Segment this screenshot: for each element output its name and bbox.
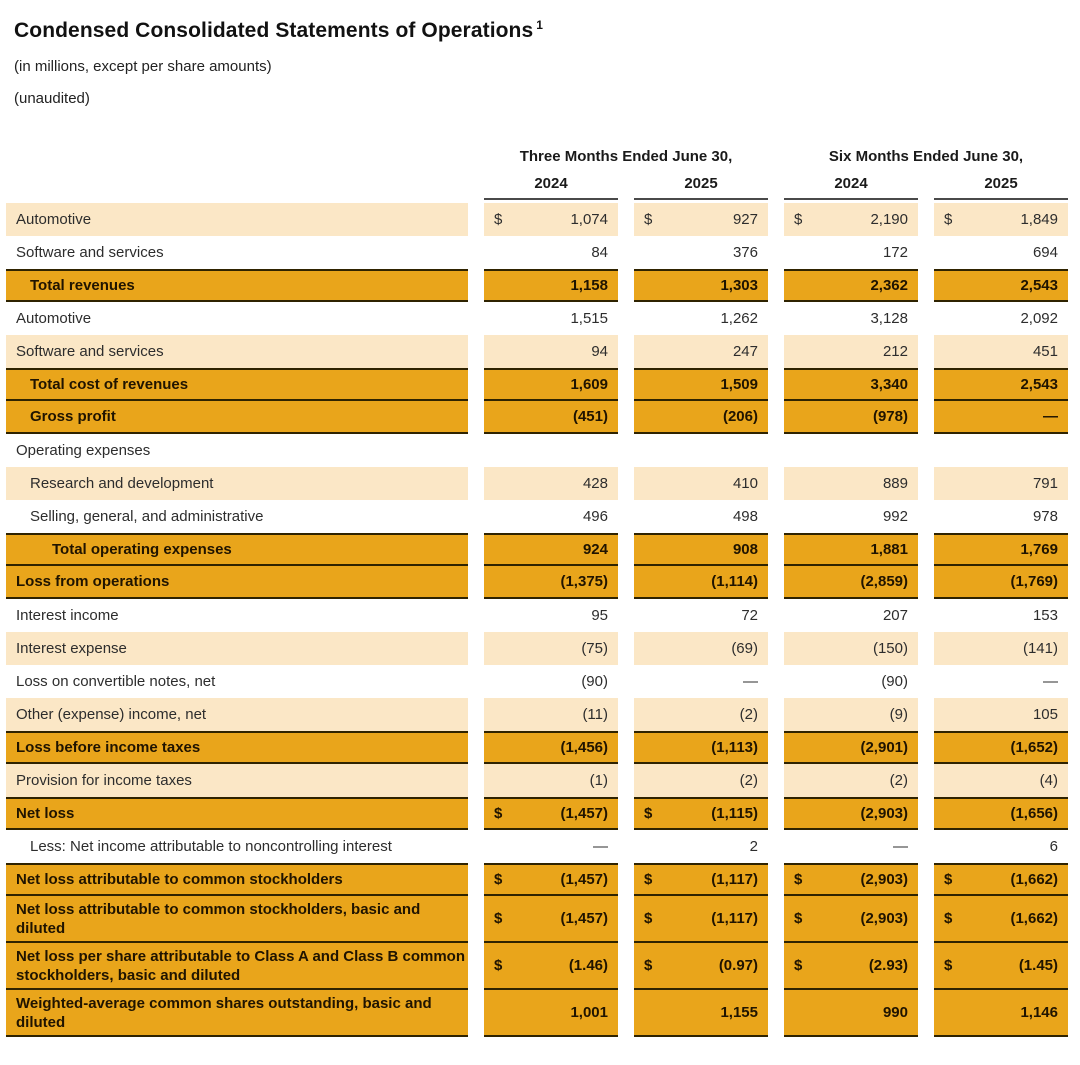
value-cell: [634, 632, 768, 665]
table-row: [0, 632, 1080, 665]
value-text: 1,155: [720, 1004, 758, 1021]
row-label: Total cost of revenues: [6, 368, 468, 401]
value-cell: [634, 990, 768, 1037]
value-text: (451): [572, 408, 608, 425]
value-cell: [484, 731, 618, 764]
value-text: (1,662): [1010, 910, 1058, 927]
dollar-sign: $: [494, 805, 503, 822]
value-cell: [484, 236, 618, 269]
table-row: [0, 896, 1080, 943]
dollar-sign: $: [644, 957, 653, 974]
value-cell: [634, 335, 768, 368]
value-text: (1,115): [711, 805, 758, 822]
period-group-three-months: Three Months Ended June 30,: [519, 147, 733, 165]
value-cell: [934, 500, 1068, 533]
value-cell: [934, 863, 1068, 896]
value-cell: [634, 863, 768, 896]
value-text: (206): [722, 408, 758, 425]
value-cell: [934, 269, 1068, 302]
value-cell: [484, 533, 618, 566]
value-text: 212: [882, 343, 908, 360]
value-cell: [634, 467, 768, 500]
value-text: 451: [1032, 343, 1058, 360]
year-column-header: 2025: [634, 175, 768, 200]
value-text: 3,128: [870, 310, 908, 327]
table-row: [0, 467, 1080, 500]
value-text: 247: [732, 343, 758, 360]
value-cell: [934, 599, 1068, 632]
value-cell: [634, 203, 768, 236]
value-cell: [634, 665, 768, 698]
table-row: [0, 533, 1080, 566]
value-cell: [484, 269, 618, 302]
header-spacer: [0, 145, 468, 167]
value-cell: [634, 830, 768, 863]
value-cell: [784, 665, 918, 698]
period-group-six-months: Six Months Ended June 30,: [828, 147, 1024, 165]
value-text: 2,190: [870, 211, 908, 228]
value-text: 1,769: [1020, 541, 1058, 558]
value-text: 924: [582, 541, 608, 558]
value-text: (1,457): [560, 871, 608, 888]
value-text: (1): [589, 772, 608, 789]
value-text: 992: [882, 508, 908, 525]
value-text: 105: [1032, 706, 1058, 723]
row-label: Net loss: [6, 797, 468, 830]
value-cell: [484, 368, 618, 401]
value-cell: [484, 830, 618, 863]
row-label: Interest income: [16, 607, 119, 624]
dollar-sign: $: [944, 871, 953, 888]
value-cell: [784, 533, 918, 566]
dollar-sign: $: [494, 211, 503, 228]
page-title-text: Condensed Consolidated Statements of Operations: [14, 19, 534, 42]
dollar-sign: $: [494, 957, 503, 974]
value-cell: [934, 236, 1068, 269]
value-text: (2,901): [860, 739, 908, 756]
dollar-sign: $: [494, 871, 503, 888]
value-cell: [934, 368, 1068, 401]
value-text: (1,662): [1010, 871, 1058, 888]
value-cell: [784, 797, 918, 830]
value-cell: [784, 401, 918, 434]
dollar-sign: $: [794, 957, 803, 974]
value-text: (1.45): [1018, 957, 1058, 974]
value-cell: [784, 269, 918, 302]
table-row: [0, 335, 1080, 368]
value-cell: [784, 731, 918, 764]
dollar-sign: $: [794, 211, 803, 228]
value-text: 791: [1032, 475, 1058, 492]
value-cell: [784, 236, 918, 269]
dollar-sign: $: [494, 910, 503, 927]
table-row: [0, 434, 1080, 467]
table-row: [0, 269, 1080, 302]
table-row: [0, 236, 1080, 269]
dollar-sign: $: [794, 910, 803, 927]
value-cell: [634, 434, 768, 467]
value-text: (1,457): [560, 910, 608, 927]
row-label: Software and services: [16, 244, 164, 261]
row-label: Provision for income taxes: [6, 764, 468, 797]
value-text: 172: [882, 244, 908, 261]
table-row: [0, 863, 1080, 896]
value-cell: [784, 500, 918, 533]
value-cell: [784, 896, 918, 943]
value-text: 889: [882, 475, 908, 492]
value-text: (1,456): [560, 739, 608, 756]
value-text: (1,117): [711, 871, 758, 888]
table-row: [0, 797, 1080, 830]
dollar-sign: $: [944, 211, 953, 228]
value-text: (1,113): [711, 739, 758, 756]
dollar-sign: $: [944, 910, 953, 927]
table-row: [0, 990, 1080, 1037]
value-text: 498: [732, 508, 758, 525]
value-cell: [484, 335, 618, 368]
value-cell: [934, 533, 1068, 566]
period-group-row: [0, 145, 1080, 167]
value-text: —: [593, 838, 608, 855]
value-cell: [484, 599, 618, 632]
dollar-sign: $: [944, 957, 953, 974]
row-label: Interest expense: [6, 632, 468, 665]
value-text: (69): [731, 640, 758, 657]
value-text: (2,859): [860, 573, 908, 590]
value-cell: [484, 665, 618, 698]
value-cell: [634, 698, 768, 731]
value-cell: [484, 698, 618, 731]
value-text: 1,146: [1020, 1004, 1058, 1021]
table-row: [0, 368, 1080, 401]
value-text: —: [1043, 408, 1058, 425]
table-row: [0, 764, 1080, 797]
value-cell: [484, 500, 618, 533]
value-text: 1,849: [1020, 211, 1058, 228]
value-text: 2,543: [1020, 376, 1058, 393]
value-text: 2: [749, 838, 758, 855]
value-cell: [934, 990, 1068, 1037]
value-cell: [484, 797, 618, 830]
value-text: 1,515: [570, 310, 608, 327]
row-label: Weighted-average common shares outstanding, basic and diluted: [6, 990, 468, 1037]
value-text: 1,158: [570, 277, 608, 294]
value-cell: [484, 302, 618, 335]
value-text: (2,903): [860, 805, 908, 822]
value-cell: [634, 500, 768, 533]
value-cell: [784, 302, 918, 335]
value-text: 2,543: [1020, 277, 1058, 294]
value-text: (75): [581, 640, 608, 657]
value-cell: [784, 203, 918, 236]
value-cell: [484, 990, 618, 1037]
value-text: (90): [881, 673, 908, 690]
value-text: (2.93): [868, 957, 908, 974]
value-text: (1,652): [1010, 739, 1058, 756]
value-text: 978: [1032, 508, 1058, 525]
value-text: (0.97): [718, 957, 758, 974]
dollar-sign: $: [644, 211, 653, 228]
value-text: (141): [1022, 640, 1058, 657]
table-row: [0, 943, 1080, 990]
value-text: 84: [591, 244, 608, 261]
value-text: (1,457): [560, 805, 608, 822]
value-cell: [784, 434, 918, 467]
value-cell: [784, 335, 918, 368]
value-cell: [784, 943, 918, 990]
value-cell: [934, 764, 1068, 797]
value-cell: [484, 943, 618, 990]
units-note: (in millions, except per share amounts): [14, 58, 272, 75]
table-row: [0, 500, 1080, 533]
value-text: 94: [591, 343, 608, 360]
value-cell: [484, 764, 618, 797]
value-text: —: [1043, 673, 1058, 690]
row-label: Automotive: [6, 203, 468, 236]
value-text: (1,375): [560, 573, 608, 590]
value-text: (150): [872, 640, 908, 657]
unaudited-note: (unaudited): [14, 90, 90, 107]
table-row: [0, 302, 1080, 335]
value-cell: [634, 533, 768, 566]
value-text: (1,656): [1010, 805, 1058, 822]
value-cell: [934, 401, 1068, 434]
row-label: Software and services: [6, 335, 468, 368]
table-row: [0, 731, 1080, 764]
value-cell: [634, 797, 768, 830]
value-cell: [634, 302, 768, 335]
table-row: [0, 401, 1080, 434]
header-spacer: [0, 175, 468, 200]
value-text: (90): [581, 673, 608, 690]
row-label: Research and development: [6, 467, 468, 500]
row-label: Loss on convertible notes, net: [16, 673, 216, 690]
row-label: Automotive: [16, 310, 92, 327]
value-text: (1,769): [1010, 573, 1058, 590]
table-row: [0, 830, 1080, 863]
row-label: Net loss attributable to common stockholders: [6, 863, 468, 896]
value-text: 153: [1032, 607, 1058, 624]
value-text: (978): [872, 408, 908, 425]
value-cell: [934, 203, 1068, 236]
value-cell: [634, 368, 768, 401]
value-cell: [784, 368, 918, 401]
dollar-sign: $: [644, 805, 653, 822]
value-text: 1,001: [570, 1004, 608, 1021]
row-label: Net loss attributable to common stockholders, basic and diluted: [6, 896, 468, 943]
value-cell: [634, 731, 768, 764]
value-cell: [934, 698, 1068, 731]
dollar-sign: $: [644, 871, 653, 888]
value-cell: [484, 401, 618, 434]
value-cell: [634, 896, 768, 943]
dollar-sign: $: [794, 871, 803, 888]
value-cell: [634, 566, 768, 599]
value-text: (1,114): [711, 573, 758, 590]
value-text: 376: [732, 244, 758, 261]
value-text: (2,903): [860, 871, 908, 888]
value-text: 1,262: [720, 310, 758, 327]
value-cell: [784, 830, 918, 863]
value-cell: [484, 434, 618, 467]
value-cell: [784, 990, 918, 1037]
value-text: (1,117): [711, 910, 758, 927]
value-cell: [784, 698, 918, 731]
value-text: 95: [591, 607, 608, 624]
value-text: (9): [889, 706, 908, 723]
value-cell: [934, 434, 1068, 467]
year-column-header: 2025: [934, 175, 1068, 200]
row-label: Total operating expenses: [6, 533, 468, 566]
value-cell: [784, 467, 918, 500]
value-cell: [634, 599, 768, 632]
value-text: (1.46): [568, 957, 608, 974]
value-text: (11): [582, 706, 608, 723]
value-cell: [934, 797, 1068, 830]
value-text: 694: [1032, 244, 1058, 261]
value-cell: [784, 599, 918, 632]
table-row: [0, 665, 1080, 698]
value-text: 410: [732, 475, 758, 492]
row-label: Gross profit: [6, 401, 468, 434]
value-text: 1,609: [570, 376, 608, 393]
title-footnote-marker: 1: [536, 18, 544, 32]
row-label: Operating expenses: [16, 442, 151, 459]
value-cell: [634, 401, 768, 434]
value-cell: [484, 863, 618, 896]
table-row: [0, 599, 1080, 632]
value-text: —: [893, 838, 908, 855]
value-cell: [484, 896, 618, 943]
page-title: [14, 18, 1080, 43]
value-text: —: [743, 673, 758, 690]
value-cell: [784, 566, 918, 599]
value-cell: [934, 632, 1068, 665]
value-text: 1,303: [720, 277, 758, 294]
table-row: [0, 566, 1080, 599]
value-cell: [634, 764, 768, 797]
value-text: 2,092: [1020, 310, 1058, 327]
value-cell: [484, 566, 618, 599]
value-text: 1,881: [870, 541, 908, 558]
value-cell: [934, 830, 1068, 863]
statements-table: [0, 203, 1080, 1037]
value-cell: [634, 269, 768, 302]
value-text: (2): [889, 772, 908, 789]
value-cell: [634, 943, 768, 990]
year-header-row: [0, 175, 1080, 200]
value-text: 428: [582, 475, 608, 492]
table-header: [0, 145, 1080, 200]
value-text: 6: [1049, 838, 1058, 855]
row-label: Loss before income taxes: [6, 731, 468, 764]
year-column-header: 2024: [484, 175, 618, 200]
value-cell: [784, 764, 918, 797]
value-text: (4): [1039, 772, 1058, 789]
year-column-header: 2024: [784, 175, 918, 200]
row-label: Less: Net income attributable to noncontrolling interest: [30, 838, 392, 855]
value-text: 908: [732, 541, 758, 558]
value-cell: [784, 632, 918, 665]
value-text: 3,340: [870, 376, 908, 393]
value-cell: [934, 467, 1068, 500]
value-cell: [934, 665, 1068, 698]
value-cell: [634, 236, 768, 269]
value-cell: [934, 302, 1068, 335]
value-cell: [934, 731, 1068, 764]
value-text: (2): [739, 772, 758, 789]
value-cell: [784, 863, 918, 896]
row-label: Selling, general, and administrative: [30, 508, 264, 525]
value-text: 72: [741, 607, 758, 624]
value-cell: [934, 335, 1068, 368]
value-cell: [484, 632, 618, 665]
row-label: Net loss per share attributable to Class A and Class B common stockholders, basic and diluted: [6, 943, 468, 990]
value-cell: [934, 566, 1068, 599]
row-label: Other (expense) income, net: [6, 698, 468, 731]
table-row: [0, 203, 1080, 236]
dollar-sign: $: [644, 910, 653, 927]
value-text: 1,509: [720, 376, 758, 393]
table-row: [0, 698, 1080, 731]
value-cell: [484, 467, 618, 500]
value-text: 927: [732, 211, 758, 228]
value-text: 990: [882, 1004, 908, 1021]
value-cell: [484, 203, 618, 236]
value-text: (2,903): [860, 910, 908, 927]
row-label: Loss from operations: [6, 566, 468, 599]
value-text: 496: [582, 508, 608, 525]
value-text: 2,362: [870, 277, 908, 294]
value-text: 1,074: [570, 211, 608, 228]
value-text: (2): [739, 706, 758, 723]
value-cell: [934, 943, 1068, 990]
value-cell: [934, 896, 1068, 943]
value-text: 207: [882, 607, 908, 624]
row-label: Total revenues: [6, 269, 468, 302]
